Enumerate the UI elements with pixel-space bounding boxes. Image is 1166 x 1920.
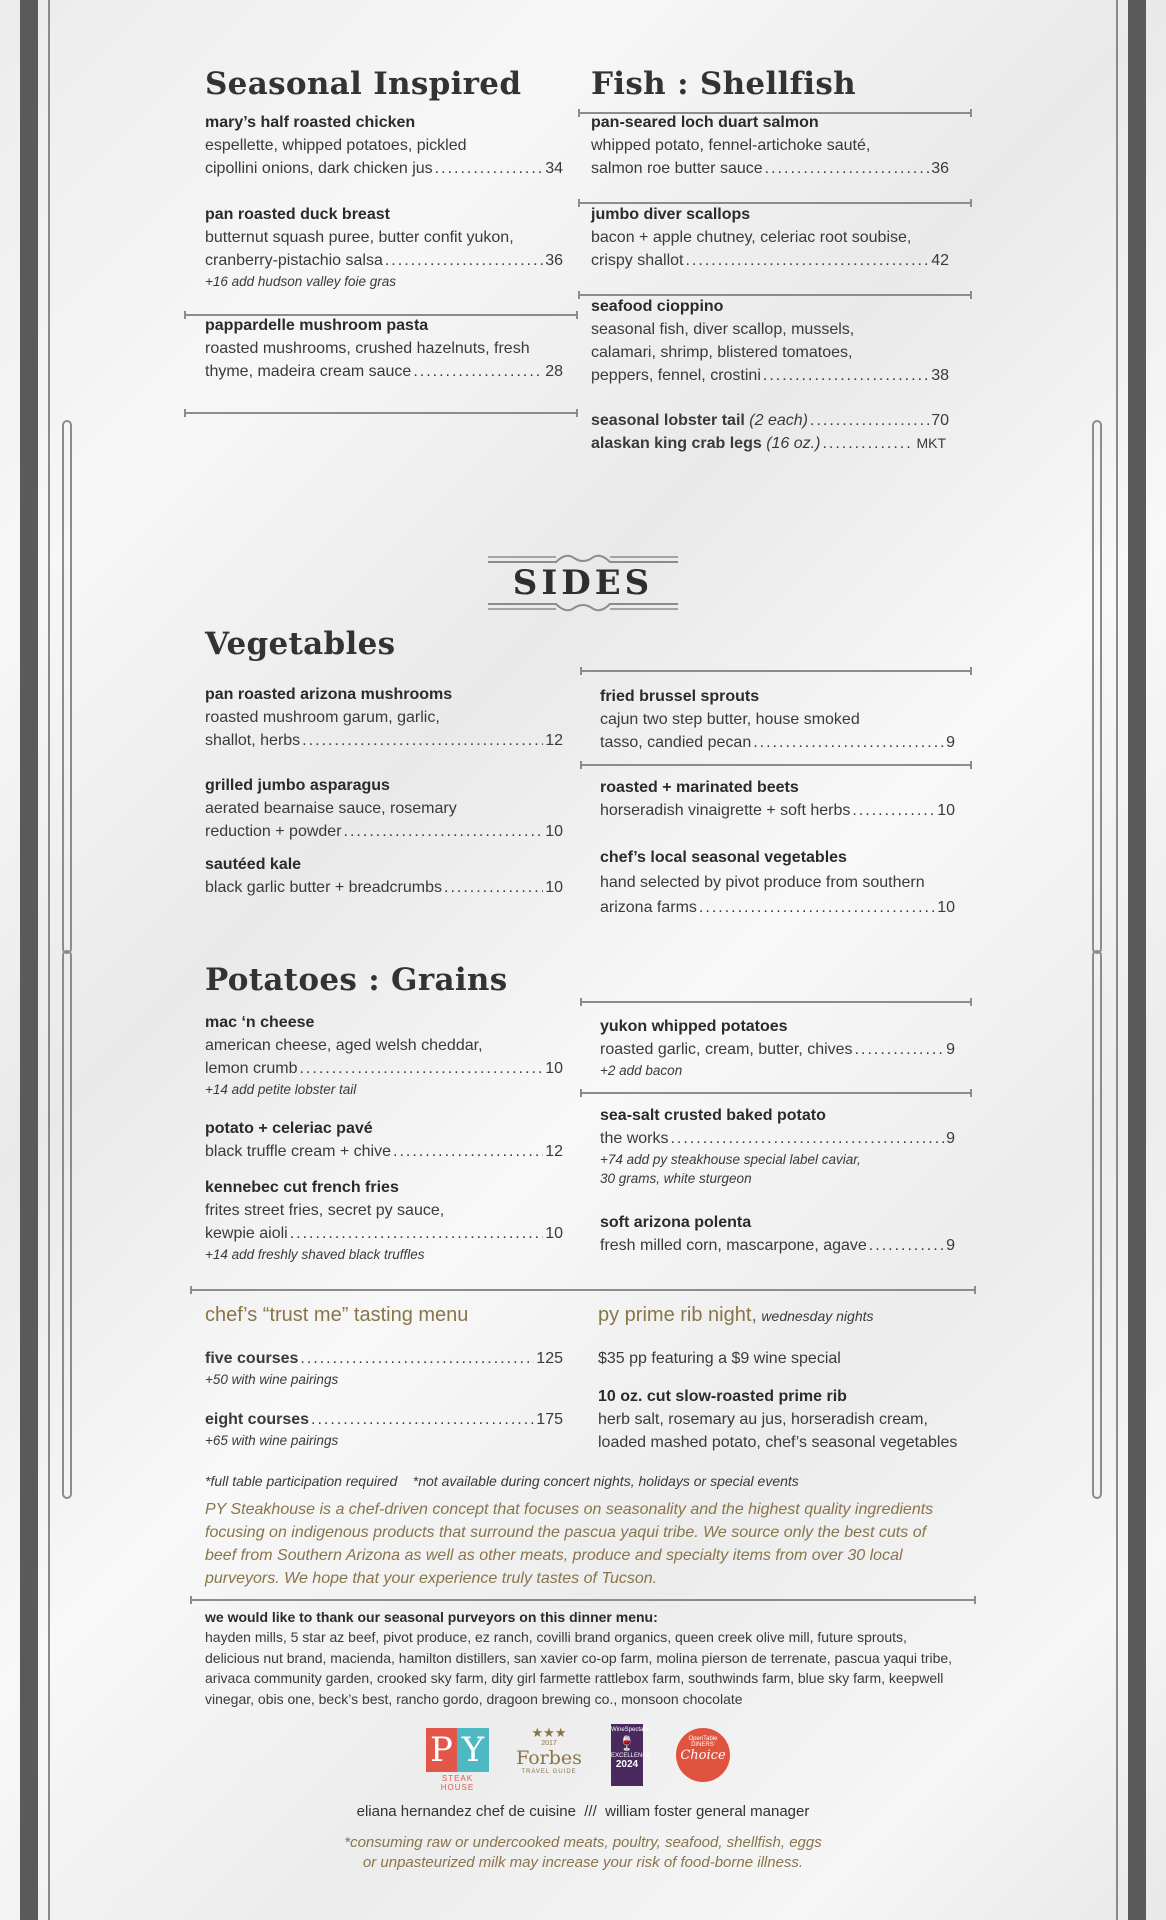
menu-item	[600, 847, 955, 919]
item-desc: herb salt, rosemary au jus, horseradish cream,	[598, 1411, 928, 1428]
menu-item	[591, 112, 949, 180]
item-desc: horseradish vinaigrette + soft herbs	[600, 802, 851, 819]
py-logo-sub: STEAK HOUSE	[440, 1774, 475, 1792]
item-desc: bacon + apple chutney, celeriac root soubise,	[591, 229, 912, 246]
divider	[190, 1599, 976, 1601]
staff-credits: eliana hernandez chef de cuisine /// william foster general manager	[356, 1803, 810, 1820]
item-name: fried brussel sprouts	[600, 688, 760, 705]
item-price-row	[205, 157, 563, 180]
forbes-year: 2017	[541, 1740, 557, 1747]
right-border-line	[1116, 0, 1118, 1920]
potatoes-right-column	[600, 1016, 955, 1257]
prime-rib-section	[598, 1301, 978, 1454]
sides-title: SIDES	[512, 563, 654, 603]
item-price: 70	[931, 412, 949, 429]
divider	[184, 314, 578, 316]
item-price: 10	[545, 1225, 563, 1242]
about-paragraph: PY Steakhouse is a chef-driven concept that focuses on seasonality and the highest quality ingredients focusing on indigenous products that surround the pascua yaqui tribe. We source only the best cuts of beef from Southern Arizona as well as other meats, produce and specialty items from over 30 local purveyors. We hope that your experience truly tastes of Tucson.	[205, 1501, 934, 1587]
item-desc: butternut squash puree, butter confit yukon,	[205, 229, 514, 246]
item-price-row	[600, 896, 955, 919]
menu-item	[600, 1105, 955, 1188]
item-price: 175	[536, 1411, 563, 1428]
item-price: 9	[946, 1041, 955, 1058]
item-name: potato + celeriac pavé	[205, 1120, 373, 1137]
forbes-logo	[516, 1726, 582, 1788]
item-price: 36	[931, 160, 949, 177]
menu-item	[600, 1016, 955, 1080]
purveyors-list: hayden mills, 5 star az beef, pivot produce, ez ranch, covilli brand organics, queen creek olive mill, future sprouts, delicious nut brand, macienda, hamilton distillers, san xavier co-op farm, molina pierson de terrenate, pascua yaqui tribe, arivaca community garden, crooked sky farm, dity girl farmette rattlebox farm, southwinds farm, blue sky farm, keepwell vinegar, obis one, beck’s best, rancho gordo, dragoon brewing co., monsoon chocolate	[205, 1629, 953, 1707]
item-name: pan-seared loch duart salmon	[591, 114, 819, 131]
item-price: 28	[545, 363, 563, 380]
health-warning-line: *consuming raw or undercooked meats, poultry, seafood, shellfish, eggs	[344, 1834, 822, 1851]
item-name: yukon whipped potatoes	[600, 1018, 788, 1035]
item-price-row	[600, 1038, 955, 1061]
divider	[578, 294, 972, 296]
menu-item	[205, 315, 563, 383]
item-addon: +16 add hudson valley foie gras	[205, 274, 397, 289]
primerib-subtitle: wednesday nights	[761, 1308, 874, 1324]
item-addon: +74 add py steakhouse special label caviar,	[600, 1152, 861, 1167]
item-desc: cipollini onions, dark chicken jus	[205, 160, 433, 177]
item-name: 10 oz. cut slow-roasted prime rib	[598, 1388, 847, 1405]
dc-bottom: DINERS'	[691, 1742, 715, 1748]
item-price: 12	[545, 732, 563, 749]
item-desc: frites street fries, secret py sauce,	[205, 1202, 445, 1219]
item-name: kennebec cut french fries	[205, 1179, 399, 1196]
menu-item	[205, 1347, 563, 1370]
item-addon: +50 with wine pairings	[205, 1372, 339, 1387]
menu-item	[591, 409, 949, 432]
health-warning	[0, 1833, 1166, 1873]
primerib-special: $35 pp featuring a $9 wine special	[598, 1350, 841, 1367]
section-title: Potatoes : Grains	[205, 962, 508, 998]
item-name: seasonal lobster tail	[591, 412, 745, 429]
item-price-row	[600, 731, 955, 754]
item-desc: seasonal fish, diver scallop, mussels,	[591, 321, 855, 338]
menu-item	[205, 854, 563, 899]
potatoes-section	[205, 962, 563, 1264]
item-name: mary’s half roasted chicken	[205, 114, 416, 131]
item-desc: black truffle cream + chive	[205, 1143, 392, 1160]
ws-mid: EXCELLENCE	[611, 1753, 651, 1759]
item-desc: salmon roe butter sauce	[591, 160, 763, 177]
item-name: sautéed kale	[205, 856, 302, 873]
item-addon: +14 add freshly shaved black truffles	[205, 1247, 425, 1262]
item-price-row	[600, 799, 955, 822]
item-desc: american cheese, aged welsh cheddar,	[205, 1037, 483, 1054]
item-desc: cranberry-pistachio salsa	[205, 252, 383, 269]
item-desc: reduction + powder	[205, 823, 342, 840]
item-price-row	[591, 364, 949, 387]
primerib-title: py prime rib night,	[598, 1304, 757, 1326]
item-desc: lemon crumb	[205, 1060, 298, 1077]
item-desc: fresh milled corn, mascarpone, agave	[600, 1237, 867, 1254]
menu-item	[205, 1177, 563, 1264]
stars-icon: ★★★	[531, 1725, 567, 1740]
tasting-section	[205, 1301, 563, 1450]
item-desc: hand selected by pivot produce from southern	[600, 874, 925, 891]
menu-item	[205, 1118, 563, 1163]
item-name: pan roasted duck breast	[205, 206, 390, 223]
item-name: pan roasted arizona mushrooms	[205, 686, 453, 703]
item-name: pappardelle mushroom pasta	[205, 317, 429, 334]
menu-item	[591, 432, 946, 455]
item-desc: tasso, candied pecan	[600, 734, 752, 751]
item-price: MKT	[916, 435, 946, 451]
menu-item	[600, 686, 955, 754]
item-desc: espellette, whipped potatoes, pickled	[205, 137, 467, 154]
item-desc: roasted mushrooms, crushed hazelnuts, fresh	[205, 340, 530, 357]
item-desc: peppers, fennel, crostini	[591, 367, 761, 384]
item-price: 38	[931, 367, 949, 384]
item-desc: the works	[600, 1130, 669, 1147]
item-price: 9	[946, 734, 955, 751]
item-desc: calamari, shrimp, blistered tomatoes,	[591, 344, 853, 361]
item-desc: whipped potato, fennel-artichoke sauté,	[591, 137, 871, 154]
banner-ornament-top	[486, 550, 680, 564]
item-price: 34	[545, 160, 563, 177]
tasting-title: chef’s “trust me” tasting menu	[205, 1304, 469, 1326]
py-logo-y: Y	[457, 1728, 489, 1772]
item-qty: (16 oz.)	[766, 435, 821, 452]
divider	[578, 202, 972, 204]
left-scroll-ornament-top	[62, 420, 72, 954]
item-desc: arizona farms	[600, 899, 697, 916]
menu-item	[600, 777, 955, 822]
item-price-row	[205, 729, 563, 752]
section-title: Seasonal Inspired	[205, 66, 522, 102]
item-addon: +65 with wine pairings	[205, 1433, 339, 1448]
vegetables-right-column	[600, 686, 955, 919]
menu-item	[205, 775, 563, 843]
item-price-row	[205, 820, 563, 843]
menu-item	[591, 296, 949, 387]
item-price-row	[205, 1057, 563, 1080]
item-price-row	[205, 1140, 563, 1163]
banner-ornament-bottom	[486, 602, 680, 616]
item-desc: loaded mashed potato, chef’s seasonal vegetables	[598, 1434, 958, 1451]
divider	[580, 1001, 972, 1003]
item-price-row	[591, 249, 949, 272]
divider	[580, 670, 972, 672]
py-logo-p: P	[426, 1728, 457, 1772]
sides-banner	[486, 550, 680, 616]
item-price: 9	[946, 1237, 955, 1254]
item-name: chef’s local seasonal vegetables	[600, 849, 847, 866]
wine-spectator-logo	[611, 1724, 651, 1786]
menu-item	[600, 1212, 955, 1257]
ws-top: WineSpectator	[611, 1727, 651, 1733]
right-border-rail	[1128, 0, 1146, 1920]
item-name: soft arizona polenta	[600, 1214, 752, 1231]
right-scroll-ornament-top	[1092, 420, 1102, 954]
item-desc: roasted garlic, cream, butter, chives	[600, 1041, 853, 1058]
item-name: grilled jumbo asparagus	[205, 777, 390, 794]
item-price-row	[600, 1234, 955, 1257]
wine-glass-icon: 🍷	[618, 1735, 636, 1751]
section-title: Vegetables	[205, 626, 396, 662]
item-name: eight courses	[205, 1411, 310, 1428]
item-price: 125	[536, 1350, 563, 1367]
item-price: 10	[545, 823, 563, 840]
item-name: alaskan king crab legs	[591, 435, 762, 452]
section-title: Fish : Shellfish	[591, 66, 856, 102]
item-desc: thyme, madeira cream sauce	[205, 363, 412, 380]
item-price: 42	[931, 252, 949, 269]
item-name: seafood cioppino	[591, 298, 724, 315]
item-price: 36	[545, 252, 563, 269]
item-price-row	[205, 249, 563, 272]
item-price: 9	[946, 1130, 955, 1147]
item-desc: kewpie aioli	[205, 1225, 288, 1242]
item-desc: crispy shallot	[591, 252, 684, 269]
item-qty: (2 each)	[749, 412, 808, 429]
divider	[578, 112, 972, 114]
menu-item	[205, 112, 563, 180]
left-scroll-ornament-bottom	[62, 950, 72, 1499]
right-scroll-ornament-bottom	[1092, 950, 1102, 1499]
vegetables-section	[205, 626, 563, 899]
item-price: 12	[545, 1143, 563, 1160]
item-desc: aerated bearnaise sauce, rosemary	[205, 800, 457, 817]
dc-top: OpenTable	[688, 1736, 718, 1742]
item-name: five courses	[205, 1350, 299, 1367]
item-price: 10	[937, 802, 955, 819]
item-addon: +2 add bacon	[600, 1063, 683, 1078]
item-desc: cajun two step butter, house smoked	[600, 711, 860, 728]
menu-item	[205, 684, 563, 752]
menu-item	[205, 1408, 563, 1431]
health-warning-line: or unpasteurized milk may increase your risk of food-borne illness.	[362, 1854, 804, 1871]
divider	[190, 1289, 976, 1291]
dc-choice: Choice	[680, 1748, 726, 1763]
seasonal-section	[205, 66, 563, 383]
item-price: 10	[545, 1060, 563, 1077]
item-desc: black garlic butter + breadcrumbs	[205, 879, 442, 896]
item-name: sea-salt crusted baked potato	[600, 1107, 826, 1124]
purveyors-title: we would like to thank our seasonal purveyors on this dinner menu:	[205, 1609, 658, 1625]
item-price-row	[591, 157, 949, 180]
item-price-row	[600, 1127, 955, 1150]
py-steakhouse-logo	[426, 1728, 489, 1792]
item-name: mac ‘n cheese	[205, 1014, 315, 1031]
fish-section	[591, 66, 949, 455]
menu-item	[205, 204, 563, 291]
item-name: jumbo diver scallops	[591, 206, 751, 223]
forbes-sub: TRAVEL GUIDE	[521, 1769, 577, 1775]
menu-item	[205, 1012, 563, 1099]
item-price-row	[205, 876, 563, 899]
item-price-row	[205, 1222, 563, 1245]
divider	[184, 412, 578, 414]
left-border-line	[48, 0, 50, 1920]
item-desc: shallot, herbs	[205, 732, 301, 749]
ws-year: 2024	[615, 1759, 639, 1770]
item-addon: +14 add petite lobster tail	[205, 1082, 357, 1097]
left-border-rail	[20, 0, 38, 1920]
item-addon: 30 grams, white sturgeon	[600, 1171, 752, 1186]
item-price: 10	[937, 899, 955, 916]
item-price: 10	[545, 879, 563, 896]
forbes-name: Forbes	[516, 1747, 582, 1769]
diners-choice-logo	[676, 1728, 730, 1782]
footnote: *full table participation required *not available during concert nights, holidays or special events	[205, 1473, 799, 1489]
item-name: roasted + marinated beets	[600, 779, 799, 796]
item-price-row	[205, 360, 563, 383]
item-desc: roasted mushroom garum, garlic,	[205, 709, 440, 726]
menu-item	[591, 204, 949, 272]
purveyors-block	[205, 1607, 965, 1709]
